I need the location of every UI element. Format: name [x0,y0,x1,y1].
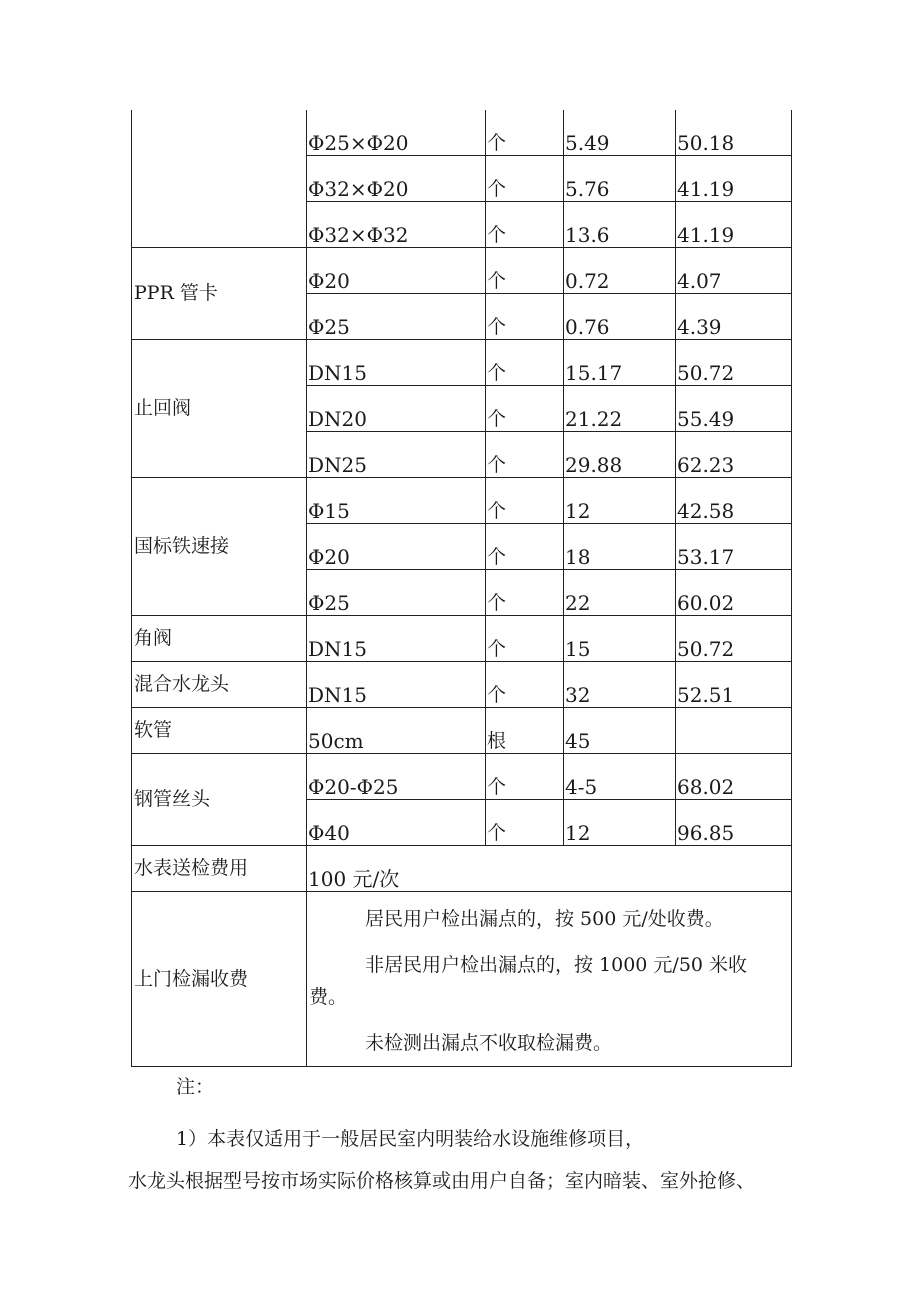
spec-cell: DN20 [307,386,486,432]
meter-check-fee: 100 元/次 [307,846,792,892]
spec-cell: DN25 [307,432,486,478]
leak-rule-3: 未检测出漏点不收取检漏费。 [365,1032,613,1054]
price1-cell: 5.76 [564,156,676,202]
note-item-1: 1）本表仅适用于一般居民室内明装给水设施维修项目， [176,1128,645,1150]
price2-cell: 42.58 [676,478,792,524]
price1-cell: 12 [564,478,676,524]
item-name [132,110,307,248]
unit-cell: 个 [486,156,564,202]
price1-cell: 45 [564,708,676,754]
price2-cell: 41.19 [676,202,792,248]
table-row [132,662,792,708]
spec-cell: Φ20 [307,524,486,570]
leak-rule-1: 居民用户检出漏点的，按 500 元/处收费。 [365,908,724,930]
spec-cell: Φ32×Φ32 [307,202,486,248]
price2-cell: 50.72 [676,616,792,662]
price1-cell: 29.88 [564,432,676,478]
item-name: 止回阀 [132,340,307,478]
price1-cell: 12 [564,800,676,846]
price1-cell: 4-5 [564,754,676,800]
spec-cell: Φ25×Φ20 [307,110,486,156]
spec-cell: DN15 [307,662,486,708]
spec-cell: Φ32×Φ20 [307,156,486,202]
price2-cell [676,708,792,754]
spec-cell: Φ20 [307,248,486,294]
unit-cell: 个 [486,202,564,248]
unit-cell: 个 [486,294,564,340]
unit-cell: 根 [486,708,564,754]
unit-cell: 个 [486,570,564,616]
unit-cell: 个 [486,800,564,846]
item-name: 混合水龙头 [132,662,307,708]
spec-cell: DN15 [307,340,486,386]
table-row [132,708,792,754]
table-row [132,340,792,386]
price2-cell: 52.51 [676,662,792,708]
table-row [132,892,792,1067]
price1-cell: 18 [564,524,676,570]
price2-cell: 53.17 [676,524,792,570]
price2-cell: 50.18 [676,110,792,156]
price2-cell: 62.23 [676,432,792,478]
unit-cell: 个 [486,478,564,524]
table-row [132,846,792,892]
spec-cell: Φ15 [307,478,486,524]
leak-rule-2: 非居民用户检出漏点的，按 1000 元/50 米收 [365,954,748,976]
item-name: 国标铁速接 [132,478,307,616]
price1-cell: 0.72 [564,248,676,294]
spec-cell: 50cm [307,708,486,754]
unit-cell: 个 [486,616,564,662]
note-item-1-cont: 水龙头根据型号按市场实际价格核算或由用户自备；室内暗装、室外抢修、 [128,1170,756,1192]
price2-cell: 41.19 [676,156,792,202]
leak-rule-2-cont: 费。 [309,986,348,1008]
price-table [131,110,792,1067]
item-name: 软管 [132,708,307,754]
spec-cell: Φ25 [307,570,486,616]
price1-cell: 15 [564,616,676,662]
table-row [132,110,792,156]
price1-cell: 21.22 [564,386,676,432]
item-name: PPR 管卡 [132,248,307,340]
item-name: 上门检漏收费 [132,892,307,1067]
unit-cell: 个 [486,248,564,294]
table-row [132,248,792,294]
unit-cell: 个 [486,754,564,800]
table-row [132,478,792,524]
price2-cell: 60.02 [676,570,792,616]
price2-cell: 4.07 [676,248,792,294]
price1-cell: 13.6 [564,202,676,248]
price2-cell: 55.49 [676,386,792,432]
leak-check-fee [307,892,792,1067]
unit-cell: 个 [486,386,564,432]
spec-cell: Φ20-Φ25 [307,754,486,800]
unit-cell: 个 [486,110,564,156]
notes-heading: 注： [176,1076,215,1098]
item-name: 水表送检费用 [132,846,307,892]
table-row [132,616,792,662]
price1-cell: 22 [564,570,676,616]
unit-cell: 个 [486,340,564,386]
unit-cell: 个 [486,662,564,708]
spec-cell: Φ40 [307,800,486,846]
unit-cell: 个 [486,432,564,478]
spec-cell: Φ25 [307,294,486,340]
item-name: 角阀 [132,616,307,662]
price2-cell: 4.39 [676,294,792,340]
price1-cell: 15.17 [564,340,676,386]
price1-cell: 32 [564,662,676,708]
item-name: 钢管丝头 [132,754,307,846]
unit-cell: 个 [486,524,564,570]
price2-cell: 68.02 [676,754,792,800]
price2-cell: 50.72 [676,340,792,386]
price1-cell: 0.76 [564,294,676,340]
spec-cell: DN15 [307,616,486,662]
price2-cell: 96.85 [676,800,792,846]
table-row [132,754,792,800]
price1-cell: 5.49 [564,110,676,156]
